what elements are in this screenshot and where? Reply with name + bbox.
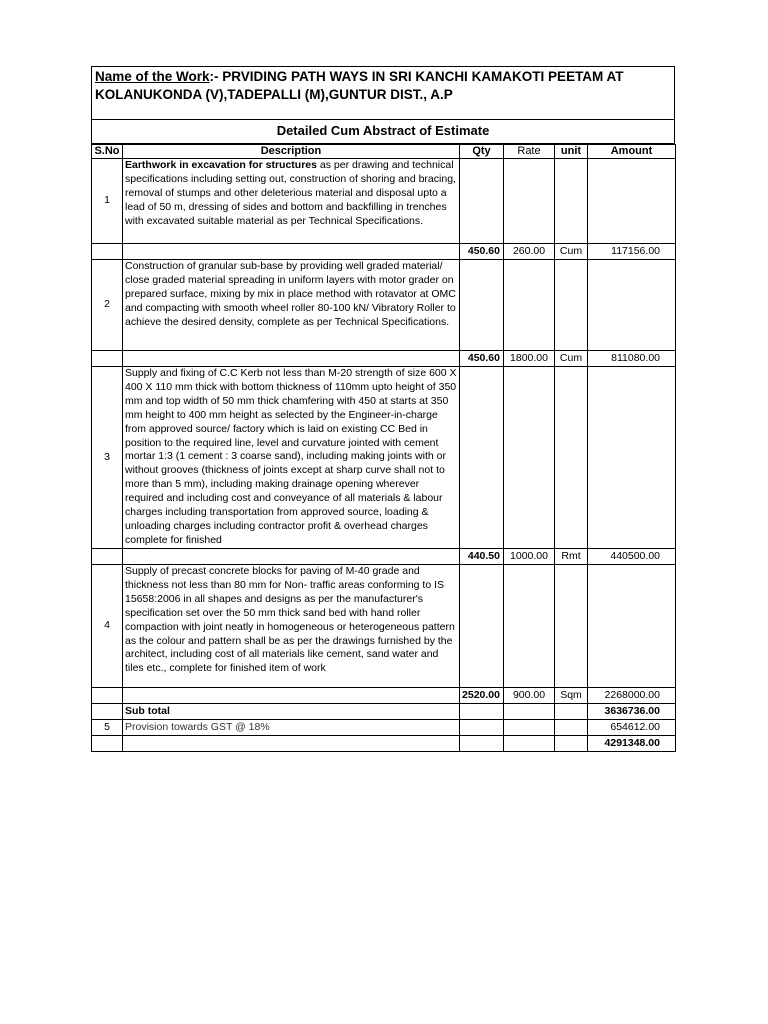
gst-label: Provision towards GST @ 18% — [123, 720, 460, 736]
empty-cell — [460, 736, 504, 752]
grand-total-amount: 4291348.00 — [588, 736, 676, 752]
item-desc-text: as per drawing and technical specifications including setting out, construction of shoring and bracing, removal of stumps and other deleterious material and disposal upto a lead of 50 m, dressing of sides and bottom and backfilling in trenches with excavated suitable material as per Technical Specifications. — [125, 159, 456, 227]
empty-cell — [92, 244, 123, 260]
empty-cell — [92, 549, 123, 565]
empty-cell — [504, 736, 555, 752]
item-unit: Rmt — [555, 549, 588, 565]
item-sno: 1 — [92, 159, 123, 244]
grand-total-row — [92, 736, 676, 752]
item-unit: Cum — [555, 351, 588, 367]
gst-row — [92, 720, 676, 736]
empty-cell — [555, 704, 588, 720]
item-desc-bold: Earthwork in excavation for structures — [125, 159, 317, 171]
empty-cell — [555, 720, 588, 736]
item-rate: 1800.00 — [504, 351, 555, 367]
table-row — [92, 367, 676, 549]
item-description — [123, 260, 460, 351]
item-unit: Cum — [555, 244, 588, 260]
empty-cell — [92, 351, 123, 367]
item-amount: 2268000.00 — [588, 688, 676, 704]
empty-cell — [123, 244, 460, 260]
empty-cell — [123, 549, 460, 565]
empty-cell — [460, 565, 504, 688]
empty-cell — [92, 736, 123, 752]
item-description — [123, 367, 460, 549]
empty-cell — [588, 565, 676, 688]
item-amount: 811080.00 — [588, 351, 676, 367]
empty-cell — [504, 565, 555, 688]
work-separator: :- — [209, 69, 223, 84]
table-row-amount — [92, 688, 676, 704]
empty-cell — [460, 367, 504, 549]
empty-cell — [460, 704, 504, 720]
table-row-amount — [92, 244, 676, 260]
empty-cell — [92, 704, 123, 720]
estimate-table — [91, 144, 676, 752]
item-sno: 4 — [92, 565, 123, 688]
table-row-amount — [92, 549, 676, 565]
empty-cell — [123, 351, 460, 367]
empty-cell — [555, 565, 588, 688]
item-unit: Sqm — [555, 688, 588, 704]
empty-cell — [588, 159, 676, 244]
empty-cell — [555, 260, 588, 351]
table-header-row — [92, 145, 676, 159]
estimate-subtitle: Detailed Cum Abstract of Estimate — [91, 120, 675, 144]
col-sno-header: S.No — [92, 145, 123, 159]
empty-cell — [123, 736, 460, 752]
item-sno: 2 — [92, 260, 123, 351]
empty-cell — [123, 688, 460, 704]
item-qty: 450.60 — [460, 244, 504, 260]
item-description — [123, 159, 460, 244]
table-row — [92, 159, 676, 244]
subtotal-amount: 3636736.00 — [588, 704, 676, 720]
empty-cell — [504, 159, 555, 244]
empty-cell — [460, 159, 504, 244]
empty-cell — [504, 704, 555, 720]
table-row — [92, 260, 676, 351]
item-description — [123, 565, 460, 688]
item-rate: 260.00 — [504, 244, 555, 260]
col-description-header: Description — [123, 145, 460, 159]
empty-cell — [460, 260, 504, 351]
item-desc-text: Construction of granular sub-base by providing well graded material/ close graded material spreading in uniform layers with motor grader on prepared surface, mixing by mix in place method with rotavator at OMC and compacting with smooth wheel roller 80-100 kN/ Vibratory Roller to achieve the desired density, complete as per Technical Specifications. — [125, 260, 456, 328]
col-amount-header: Amount — [588, 145, 676, 159]
col-qty-header: Qty — [460, 145, 504, 159]
empty-cell — [555, 159, 588, 244]
work-label: Name of the Work — [95, 69, 210, 84]
gst-sno: 5 — [92, 720, 123, 736]
empty-cell — [92, 688, 123, 704]
subtotal-row — [92, 704, 676, 720]
item-amount: 117156.00 — [588, 244, 676, 260]
work-title: PRVIDING PATH WAYS IN SRI KANCHI KAMAKOTI PEETAM AT KOLANUKONDA (V),TADEPALLI (M),GUNTUR DIST., A.P — [95, 69, 624, 102]
empty-cell — [504, 367, 555, 549]
item-qty: 440.50 — [460, 549, 504, 565]
item-rate: 1000.00 — [504, 549, 555, 565]
empty-cell — [588, 367, 676, 549]
empty-cell — [555, 367, 588, 549]
item-desc-text: Supply of precast concrete blocks for paving of M-40 grade and thickness not less than 80 mm for Non- traffic areas conforming to IS 15658:2006 in all shapes and designs as per the manufacturer's specification set over the 50 mm thick sand bed with hand roller compaction with joint neatly in homogeneous or heterogeneous pattern as the colour and pattern shall be as per the drawings furnished by the architect, including cost of all materials like cement, sand water and tiles etc., complete for finished item of work — [125, 565, 455, 675]
empty-cell — [588, 260, 676, 351]
table-row-amount — [92, 351, 676, 367]
estimate-sheet — [91, 66, 675, 752]
col-unit-header: unit — [555, 145, 588, 159]
empty-cell — [504, 260, 555, 351]
item-qty: 450.60 — [460, 351, 504, 367]
item-amount: 440500.00 — [588, 549, 676, 565]
item-rate: 900.00 — [504, 688, 555, 704]
work-title-block — [91, 66, 675, 120]
table-row — [92, 565, 676, 688]
empty-cell — [460, 720, 504, 736]
item-desc-text: Supply and fixing of C.C Kerb not less than M-20 strength of size 600 X 400 X 110 mm thick with bottom thickness of 110mm upto height of 350 mm and top width of 50 mm thick chamfering with 450 at starts at 350 mm height to 400 mm height as selected by the Engineer-in-charge from approved source/ factory which is laid on existing CC Bed in position to the required line, level and curvature jointed with cement mortar 1:3 (1 cement : 3 coarse sand), including making joints with or without grooves (thickness of joints except at sharp curve shall not to more than 5 mm), including making drainage opening wherever required and including cost and conveyance of all materials & labour charges including transportation from approved source, loading & unloading charges including contractor profit & overhead charges complete for finished — [125, 367, 457, 546]
empty-cell — [504, 720, 555, 736]
gst-amount: 654612.00 — [588, 720, 676, 736]
item-sno: 3 — [92, 367, 123, 549]
subtotal-label: Sub total — [123, 704, 460, 720]
item-qty: 2520.00 — [460, 688, 504, 704]
col-rate-header: Rate — [504, 145, 555, 159]
empty-cell — [555, 736, 588, 752]
